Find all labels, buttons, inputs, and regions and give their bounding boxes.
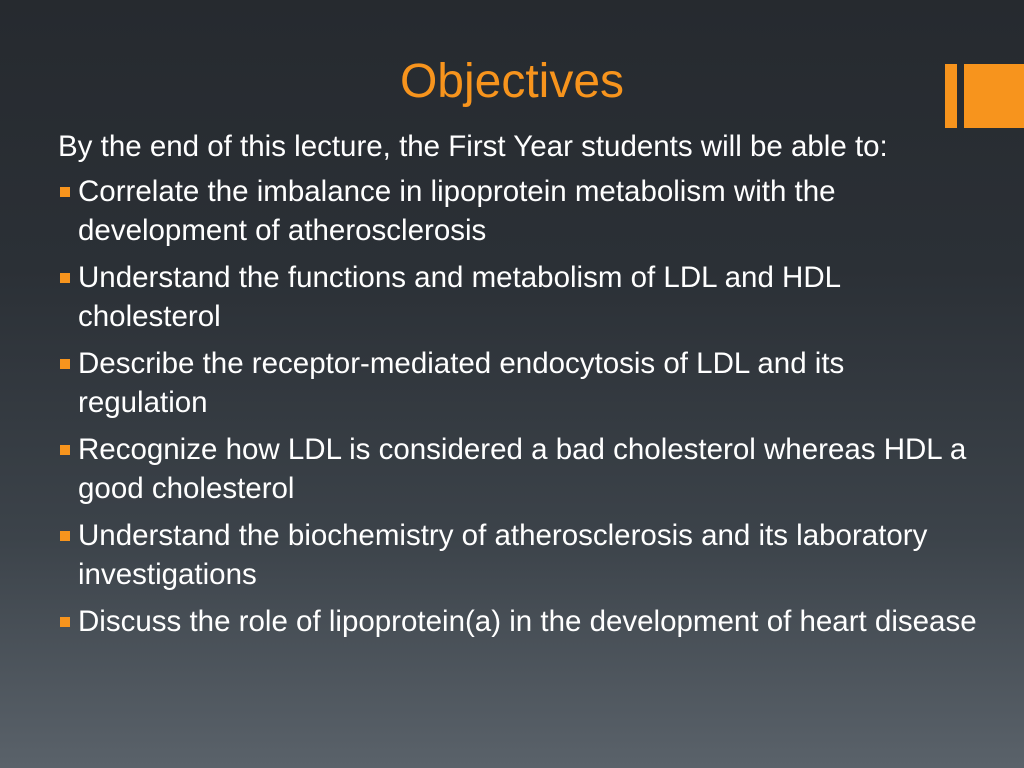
objectives-list [58, 172, 978, 649]
list-item [58, 602, 978, 641]
list-item [58, 516, 978, 594]
intro-text: By the end of this lecture, the First Year students will be able to: [58, 130, 888, 163]
square-bullet-icon [60, 273, 70, 283]
slide-title: Objectives [399, 55, 625, 108]
list-item-text: Correlate the imbalance in lipoprotein metabolism with the development of atherosclerosis [78, 175, 836, 247]
square-bullet-icon [60, 617, 70, 627]
square-bullet-icon [60, 187, 70, 197]
list-item-text: Recognize how LDL is considered a bad cholesterol whereas HDL a good cholesterol [78, 433, 967, 505]
square-bullet-icon [60, 531, 70, 541]
list-item-text: Understand the functions and metabolism of LDL and HDL cholesterol [78, 261, 840, 333]
list-item [58, 430, 978, 508]
list-item-text: Understand the biochemistry of atherosclerosis and its laboratory investigations [78, 519, 928, 591]
list-item [58, 258, 978, 336]
list-item-text: Describe the receptor-mediated endocytosis of LDL and its regulation [78, 347, 845, 419]
list-item [58, 344, 978, 422]
square-bullet-icon [60, 445, 70, 455]
list-item [58, 172, 978, 250]
square-bullet-icon [60, 359, 70, 369]
list-item-text: Discuss the role of lipoprotein(a) in the development of heart disease [78, 605, 977, 638]
